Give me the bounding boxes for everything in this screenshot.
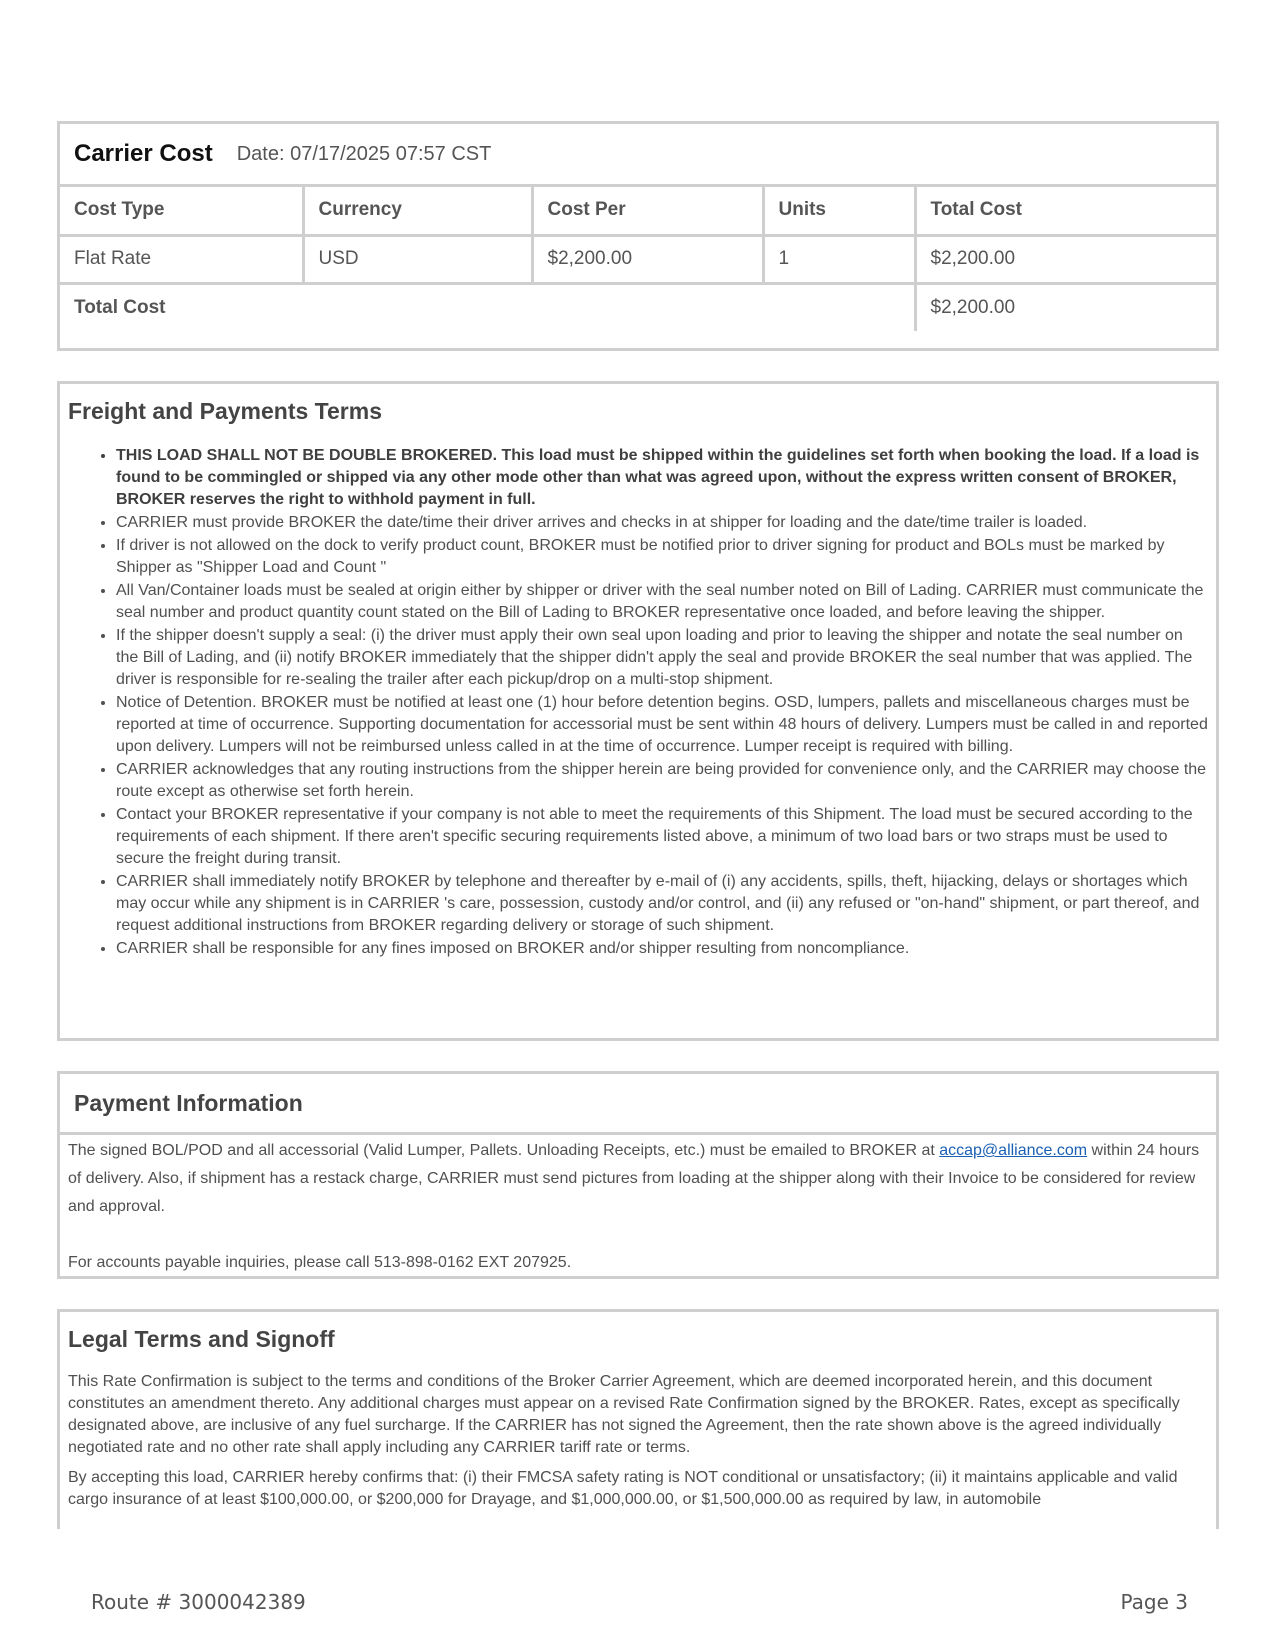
page-number: Page 3 [1120,1590,1188,1614]
total-cost-value: $2,200.00 [915,283,1216,331]
list-item: • If the shipper doesn't supply a seal: (i) the driver must apply their own seal upon loading and prior to leaving the shipper and notate the seal number on the Bill of Lading, and (ii) notify BROKER immediately that the shipper didn't apply the seal and provide BROKER the seal number that was applied. The driver is responsible for re-sealing the trailer after each pickup/drop on a multi-stop shipment. [116,625,1208,691]
carrier-cost-title: Carrier Cost [74,140,213,167]
col-header-total-cost: Total Cost [915,187,1216,235]
freight-terms-list [68,445,1208,960]
list-item: • CARRIER shall immediately notify BROKER by telephone and thereafter by e-mail of (i) any accidents, spills, theft, hijacking, delays or shortages which may occur while any shipment is in CARRIER 's care, possession, custody and/or control, and (ii) any refused or "on-hand" shipment, or part thereof, and request additional instructions from BROKER regarding delivery or storage of such shipment. [116,871,1208,937]
freight-terms-title: Freight and Payments Terms [68,398,382,424]
col-header-currency: Currency [303,187,532,235]
freight-terms-panel [57,381,1219,1041]
col-header-units: Units [763,187,915,235]
payment-info-body [60,1135,1216,1277]
payment-info-title: Payment Information [74,1089,303,1116]
list-item: • All Van/Container loads must be sealed at origin either by shipper or driver with the seal number noted on Bill of Lading. CARRIER must communicate the seal number and product quantity count stated on the Bill of Lading to BROKER representative once loaded, and before leaving the shipper. [116,580,1208,624]
col-header-cost-type: Cost Type [60,187,303,235]
payment-info-header [60,1074,1216,1135]
route-number: Route # 3000042389 [91,1590,306,1614]
col-header-cost-per: Cost Per [532,187,763,235]
payment-inquiries-text: For accounts payable inquiries, please call 513-898-0162 EXT 207925. [68,1254,572,1271]
legal-paragraph-1: This Rate Confirmation is subject to the terms and conditions of the Broker Carrier Agreement, which are deemed incorporated herein, and this document constitutes an amendment thereto. Any additional charges must appear on a revised Rate Confirmation signed by the BROKER. Rates, except as specifically designated above, are inclusive of any fuel surcharge. If the CARRIER has not signed the Agreement, then the rate shown above is the agreed individually negotiated rate and no other rate shall apply including any CARRIER tariff rate or terms. [68,1373,1180,1456]
list-item: • Contact your BROKER representative if your company is not able to meet the requirements of this Shipment. The load must be secured according to the requirements of each shipment. If there aren't specific securing requirements listed above, a minimum of two load bars or two straps must be used to secure the freight during transit. [116,804,1208,870]
accounts-payable-email-link[interactable]: accap@alliance.com [939,1142,1088,1159]
list-item: • THIS LOAD SHALL NOT BE DOUBLE BROKERED. This load must be shipped within the guidelines set forth when booking the load. If a load is found to be commingled or shipped via any other mode other than what was agreed upon, without the express written consent of BROKER, BROKER reserves the right to withhold payment in full. [116,445,1208,511]
table-row [60,235,1216,283]
payment-text-before-email: The signed BOL/POD and all accessorial (Valid Lumper, Pallets. Unloading Receipts, etc.) must be emailed to BROKER at [68,1142,940,1159]
legal-terms-title: Legal Terms and Signoff [68,1326,335,1352]
list-item: • Notice of Detention. BROKER must be notified at least one (1) hour before detention begins. OSD, lumpers, pallets and miscellaneous charges must be reported at time of occurrence. Supporting documentation for accessorial must be sent within 48 hours of delivery. Lumpers must be called in and reported upon delivery. Lumpers will not be reimbursed unless called in at the time of occurrence. Lumper receipt is required with billing. [116,692,1208,758]
carrier-cost-header [60,124,1216,187]
carrier-cost-panel [57,121,1219,351]
cost-total-row [60,283,1216,331]
legal-paragraph-2: By accepting this load, CARRIER hereby confirms that: (i) their FMCSA safety rating is NOT conditional or unsatisfactory; (ii) it maintains applicable and valid cargo insurance of at least $100,000.00, or $200,000 for Drayage, and $1,000,000.00, or $1,500,000.00 as required by law, in automobile [68,1469,1178,1508]
cell-currency: USD [303,235,532,283]
list-item: • CARRIER shall be responsible for any fines imposed on BROKER and/or shipper resulting from noncompliance. [116,938,1208,960]
cost-table-header-row [60,187,1216,235]
cell-total-cost: $2,200.00 [915,235,1216,283]
total-cost-label: Total Cost [60,283,915,331]
legal-terms-panel [57,1309,1219,1529]
cell-units: 1 [763,235,915,283]
cell-cost-per: $2,200.00 [532,235,763,283]
spacer [68,1221,1210,1249]
list-item: • If driver is not allowed on the dock to verify product count, BROKER must be notified prior to driver signing for product and BOLs must be marked by Shipper as "Shipper Load and Count " [116,535,1208,579]
payment-info-panel [57,1071,1219,1279]
list-item: • CARRIER acknowledges that any routing instructions from the shipper herein are being provided for convenience only, and the CARRIER may choose the route except as otherwise set forth herein. [116,759,1208,803]
payment-text-after-email: within 24 hours of delivery. Also, if shipment has a restack charge, CARRIER must send pictures from loading at the shipper along with their Invoice to be considered for review and approval. [68,1142,1200,1215]
cell-cost-type: Flat Rate [60,235,303,283]
list-item: • CARRIER must provide BROKER the date/time their driver arrives and checks in at shipper for loading and the date/time trailer is loaded. [116,512,1208,534]
carrier-cost-table [60,187,1216,331]
carrier-cost-date: Date: 07/17/2025 07:57 CST [236,142,492,165]
